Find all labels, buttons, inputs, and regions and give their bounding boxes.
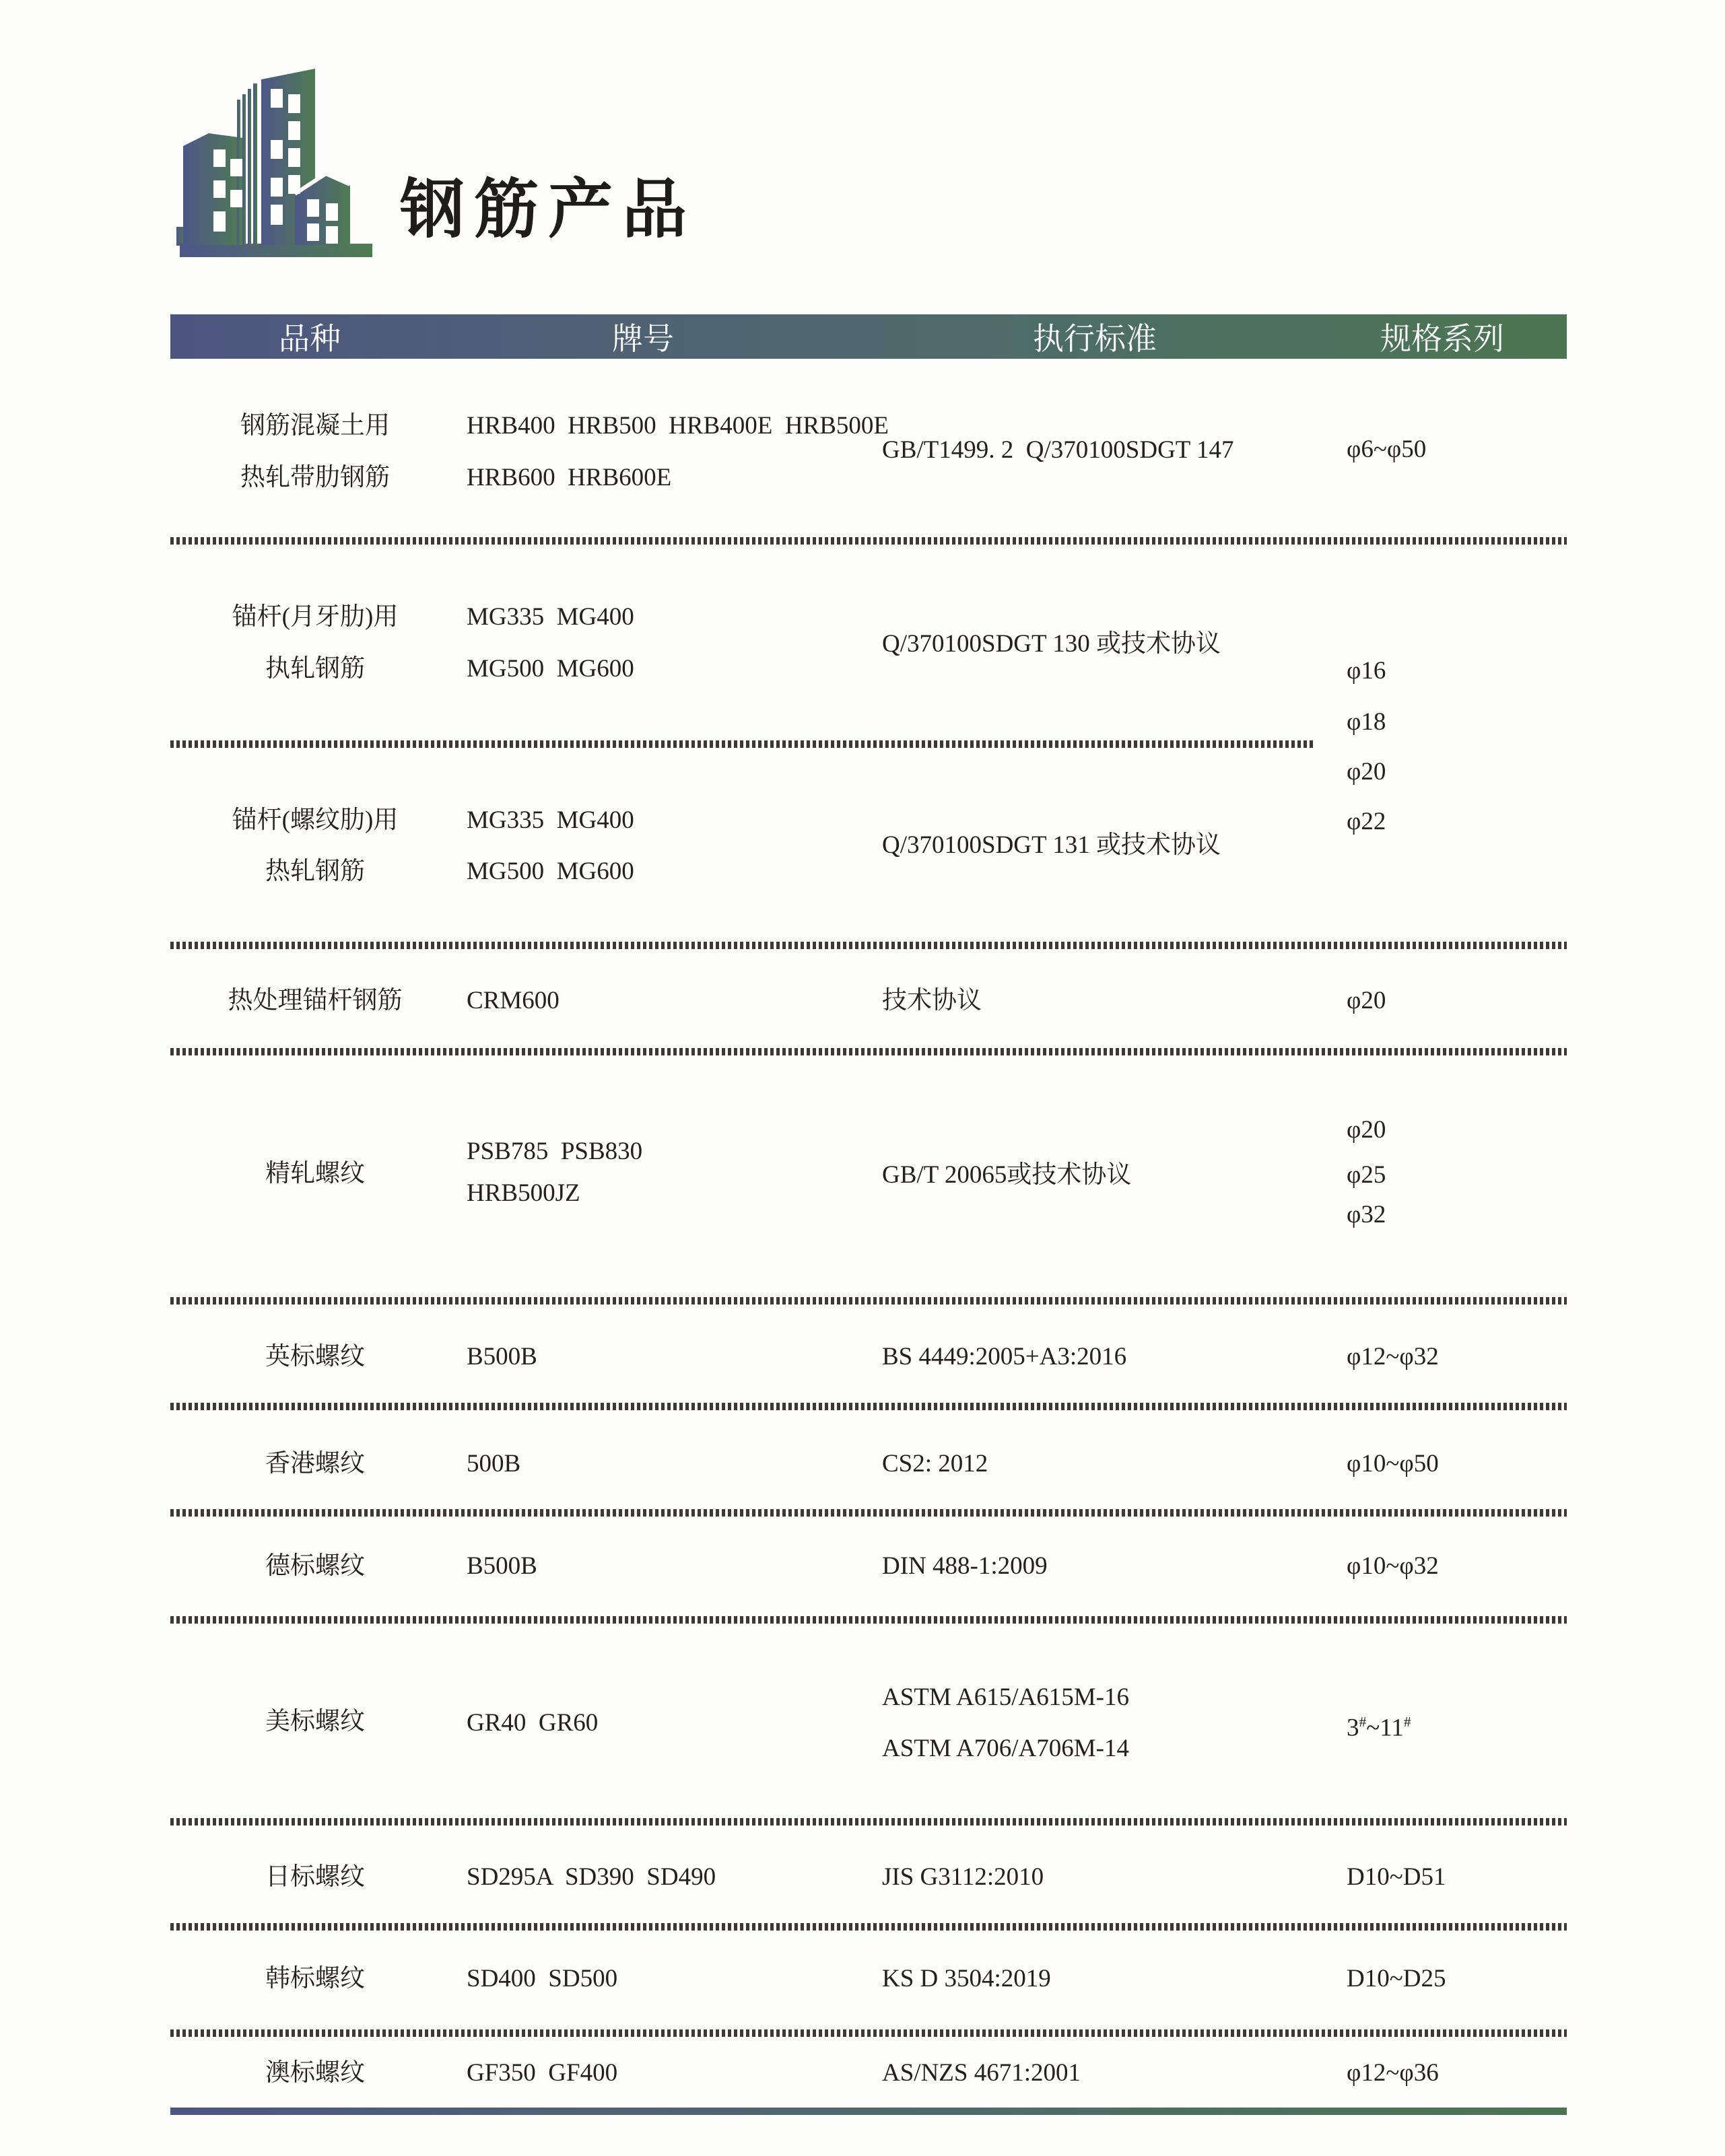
standard-text: ASTM A706/A706M-14 (882, 1735, 1129, 1762)
grade-text: HRB600 HRB600E (467, 464, 672, 491)
spec-text: φ20 (1347, 758, 1386, 786)
dotted-separator (170, 1048, 1567, 1055)
spec-text (1347, 1705, 1589, 1742)
spec-text: φ25 (1347, 1161, 1386, 1189)
grade-text: 500B (467, 1450, 521, 1477)
variety-text: 锚杆(螺纹肋)用 (232, 806, 399, 834)
variety-text: 热轧钢筋 (265, 858, 365, 885)
grade-text: MG335 MG400 (467, 806, 634, 834)
spec-text: φ16 (1347, 657, 1386, 685)
spec-text: φ18 (1347, 708, 1386, 736)
spec-text: D10~D51 (1347, 1863, 1446, 1891)
standard-text: Q/370100SDGT 131 或技术协议 (882, 831, 1221, 859)
table-header-bar (170, 314, 1567, 359)
column-header-spec: 规格系列 (1380, 322, 1504, 356)
variety-text: 德标螺纹 (265, 1552, 365, 1580)
grade-text: B500B (467, 1343, 537, 1370)
standard-text: GB/T1499. 2 Q/370100SDGT 147 (882, 436, 1234, 464)
spec-text: D10~D25 (1347, 1965, 1446, 1992)
standard-text: DIN 488-1:2009 (882, 1552, 1048, 1580)
dotted-separator (170, 537, 1567, 545)
variety-text: 英标螺纹 (265, 1343, 365, 1370)
variety-text: 热轧带肋钢筋 (240, 464, 390, 491)
dotted-separator (170, 942, 1567, 949)
grade-text: CRM600 (467, 987, 560, 1014)
variety-text: 执轧钢筋 (265, 655, 365, 683)
variety-text: 美标螺纹 (265, 1708, 365, 1735)
spec-text: φ22 (1347, 808, 1386, 835)
grade-text: MG335 MG400 (467, 603, 634, 631)
grade-text: MG500 MG600 (467, 655, 634, 683)
page-title: 钢筋产品 (400, 174, 696, 246)
variety-text: 香港螺纹 (265, 1450, 365, 1477)
spec-text: φ10~φ32 (1347, 1552, 1439, 1580)
column-header-grade: 牌号 (612, 322, 674, 356)
standard-text: GB/T 20065或技术协议 (882, 1161, 1132, 1189)
spec-text: φ20 (1347, 1116, 1386, 1144)
standard-text: 技术协议 (882, 987, 982, 1014)
variety-text: 澳标螺纹 (265, 2059, 365, 2087)
variety-text: 精轧螺纹 (265, 1160, 365, 1187)
grade-text: SD400 SD500 (467, 1965, 618, 1992)
grade-text: HRB400 HRB500 HRB400E HRB500E (467, 412, 889, 440)
grade-text: B500B (467, 1552, 537, 1580)
column-header-standard: 执行标准 (1033, 322, 1157, 356)
dotted-separator (170, 1616, 1567, 1624)
standard-text: BS 4449:2005+A3:2016 (882, 1343, 1127, 1370)
dotted-separator (170, 1297, 1567, 1305)
buildings-logo-icon (176, 62, 373, 264)
standard-text: Q/370100SDGT 130 或技术协议 (882, 630, 1221, 658)
spec-text: φ32 (1347, 1201, 1386, 1228)
standard-text: ASTM A615/A615M-16 (882, 1683, 1129, 1711)
variety-text: 韩标螺纹 (265, 1965, 365, 1992)
spec-text: φ12~φ32 (1347, 1343, 1439, 1370)
variety-text: 日标螺纹 (265, 1863, 365, 1891)
standard-text: AS/NZS 4671:2001 (882, 2059, 1081, 2087)
spec-text: φ12~φ36 (1347, 2059, 1439, 2087)
spec-text: φ6~φ50 (1347, 436, 1427, 463)
footer-bar (170, 2108, 1567, 2115)
standard-text: CS2: 2012 (882, 1450, 988, 1477)
spec-superscript: # (1359, 1714, 1367, 1730)
variety-text: 钢筋混凝土用 (240, 412, 390, 440)
dotted-separator (170, 1818, 1567, 1825)
column-header-variety: 品种 (279, 322, 341, 356)
variety-text: 热处理锚杆钢筋 (228, 987, 403, 1014)
grade-text: HRB500JZ (467, 1179, 580, 1207)
spec-superscript: # (1403, 1714, 1411, 1730)
dotted-separator (170, 1509, 1567, 1517)
spec-segment: 3 (1347, 1714, 1359, 1742)
grade-text: MG500 MG600 (467, 858, 634, 885)
variety-text: 锚杆(月牙肋)用 (232, 603, 399, 631)
spec-segment: ~11 (1366, 1714, 1404, 1742)
standard-text: JIS G3112:2010 (882, 1863, 1044, 1891)
standard-text: KS D 3504:2019 (882, 1965, 1051, 1992)
dotted-separator (170, 1403, 1567, 1410)
spec-text: φ20 (1347, 987, 1386, 1014)
grade-text: SD295A SD390 SD490 (467, 1863, 716, 1891)
spec-text: φ10~φ50 (1347, 1450, 1439, 1477)
dotted-separator (170, 1923, 1567, 1931)
grade-text: GR40 GR60 (467, 1709, 599, 1737)
grade-text: GF350 GF400 (467, 2059, 618, 2087)
dotted-separator (170, 2029, 1567, 2037)
grade-text: PSB785 PSB830 (467, 1138, 643, 1165)
dotted-separator (170, 740, 1316, 748)
